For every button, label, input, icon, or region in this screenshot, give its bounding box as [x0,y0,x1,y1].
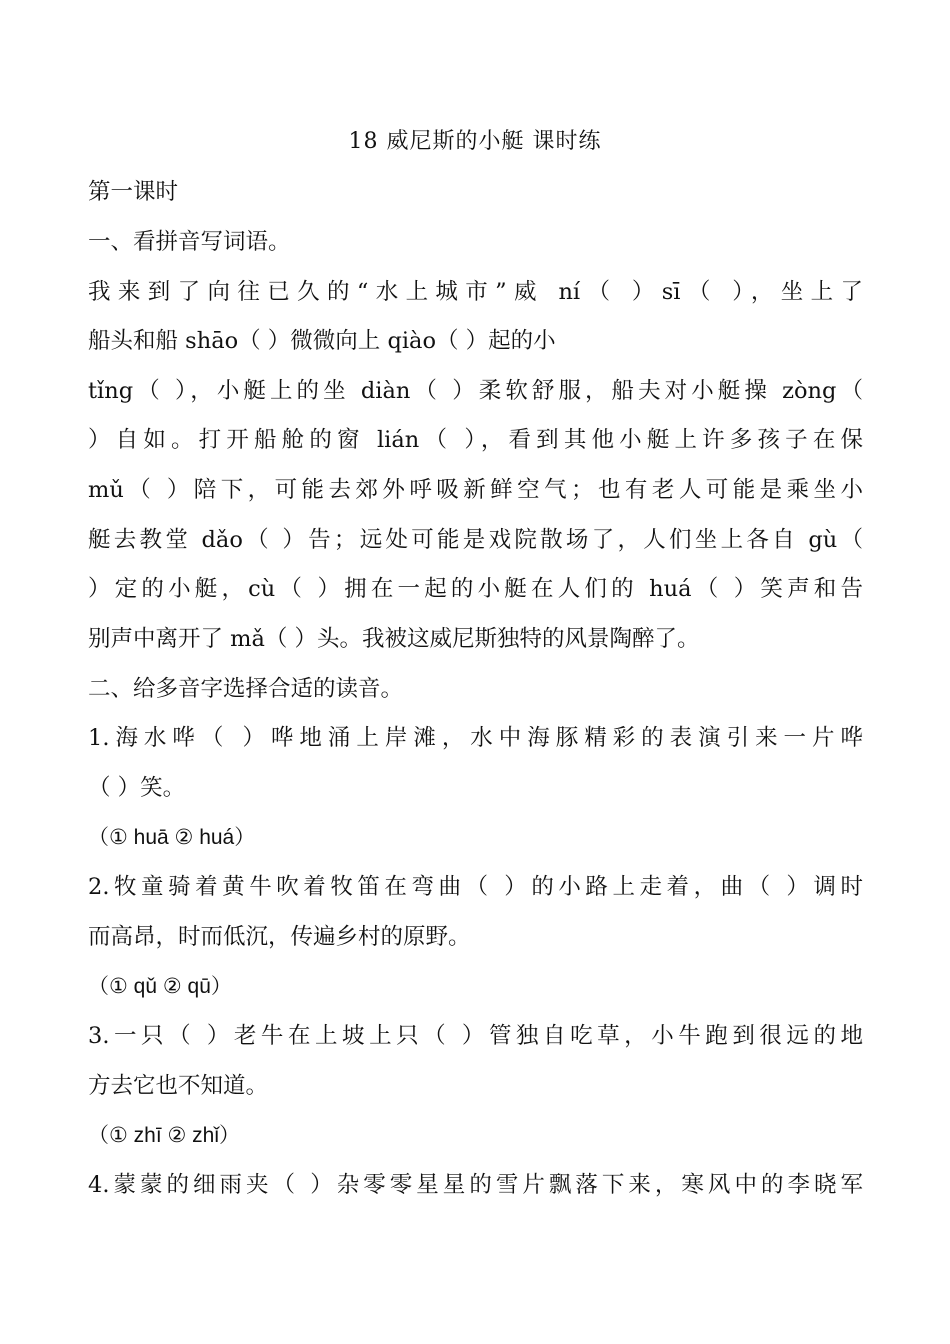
question-3-options: （① zhī ② zhǐ） [88,1124,241,1147]
question-2-line: 而高昂，时而低沉，传遍乡村的原野。 [88,924,471,950]
page-title: 18 威尼斯的小艇 课时练 [348,129,602,154]
section1-line: 我来到了向往已久的“水上城市”威 ní（ ）sī（ ），坐上了 [88,279,863,305]
question-2-options: （① qǔ ② qū） [88,975,232,998]
question-1-line: 1.海水哗（ ）哗地涌上岸滩，水中海豚精彩的表演引来一片哗 [88,725,863,751]
section1-line: ）自如。打开船舱的窗 lián（ ），看到其他小艇上许多孩子在保 [88,427,863,453]
section1-line: mǔ（ ）陪下，可能去郊外呼吸新鲜空气；也有老人可能是乘坐小 [88,477,863,503]
section1-line: ）定的小艇，cù（ ）拥在一起的小艇在人们的 huá（ ）笑声和告 [88,576,863,602]
section1-line: tǐng（ ），小艇上的坐 diàn（ ）柔软舒服，船夫对小艇操 zòng（ [88,378,863,404]
question-3-line: 方去它也不知道。 [88,1073,269,1099]
section2-heading: 二、给多音字选择合适的读音。 [88,676,404,702]
section1-line: 艇去教堂 dǎo（ ）告；远处可能是戏院散场了，人们坐上各自 gù（ [88,527,863,553]
lesson-label: 第一课时 [88,179,179,205]
section1-heading: 一、看拼音写词语。 [88,229,291,255]
question-1-options: （① huā ② huá） [88,826,256,849]
question-3-line: 3.一只（ ）老牛在上坡上只（ ）管独自吃草，小牛跑到很远的地 [88,1023,863,1049]
question-1-line: （ ）笑。 [88,775,186,801]
section1-line: 船头和船 shāo（ ）微微向上 qiào（ ）起的小 [88,328,556,354]
question-4-line: 4.蒙蒙的细雨夹（ ）杂零零星星的雪片飘落下来，寒风中的李晓军 [88,1172,863,1198]
section1-line: 别声中离开了 mǎ（ ）头。我被这威尼斯独特的风景陶醉了。 [88,626,700,652]
question-2-line: 2.牧童骑着黄牛吹着牧笛在弯曲（ ）的小路上走着，曲（ ）调时 [88,874,863,900]
